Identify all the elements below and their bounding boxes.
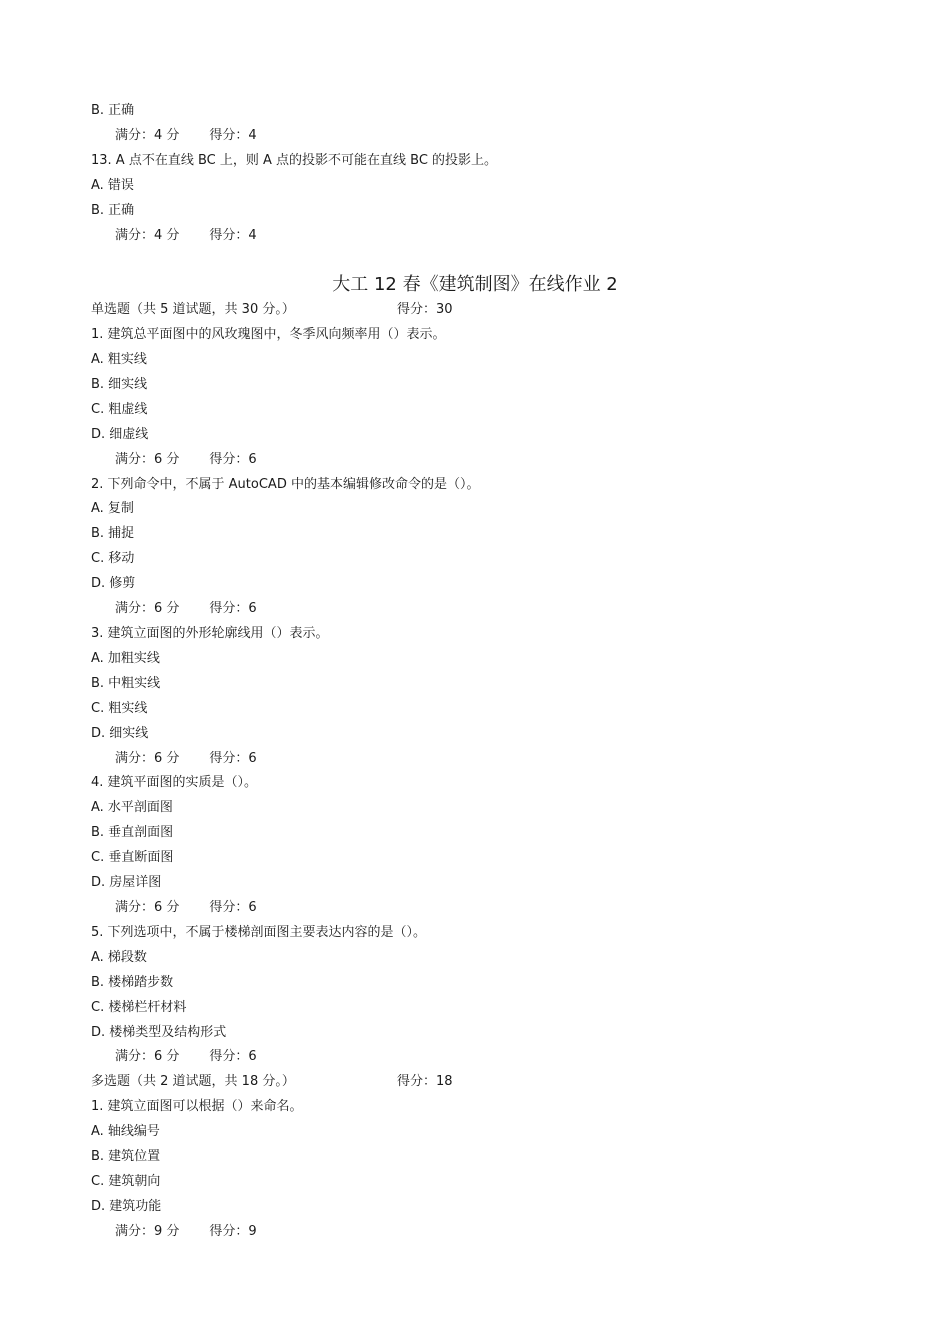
section-label: 单选题（共 5 道试题，共 30 分。） (91, 302, 295, 317)
question-text: 5. 下列选项中，不属于楼梯剖面图主要表达内容的是（）。 (91, 925, 427, 940)
option-c: C. 垂直断面图 (91, 850, 174, 865)
option-c: C. 建筑朝向 (91, 1174, 161, 1189)
score-line (115, 1048, 257, 1066)
obtained-score: 得分：9 (209, 1224, 257, 1239)
option-d: D. 修剪 (91, 576, 136, 591)
option-c: C. 粗虚线 (91, 402, 148, 417)
question-text: 1. 建筑立面图可以根据（）来命名。 (91, 1099, 303, 1114)
obtained-score: 得分：6 (209, 452, 257, 467)
full-score: 满分：6 分 (115, 452, 180, 467)
score-line (115, 600, 257, 618)
multi-choice-header (91, 1073, 491, 1091)
option-b: B. 建筑位置 (91, 1149, 161, 1164)
score-line (115, 899, 257, 917)
section-score: 得分：30 (397, 302, 453, 317)
section-label: 多选题（共 2 道试题，共 18 分。） (91, 1074, 295, 1089)
score-line (115, 1223, 257, 1241)
option-a: A. 水平剖面图 (91, 800, 173, 815)
obtained-score: 得分：4 (209, 228, 257, 243)
full-score: 满分：6 分 (115, 751, 180, 766)
option-a: A. 错误 (91, 178, 134, 193)
full-score: 满分：6 分 (115, 601, 180, 616)
obtained-score: 得分：6 (209, 900, 257, 915)
option-b: B. 中粗实线 (91, 676, 161, 691)
full-score: 满分：4 分 (115, 128, 180, 143)
option-a: A. 加粗实线 (91, 651, 160, 666)
obtained-score: 得分：6 (209, 601, 257, 616)
option-c: C. 移动 (91, 551, 135, 566)
option-d: D. 细虚线 (91, 427, 149, 442)
full-score: 满分：4 分 (115, 228, 180, 243)
obtained-score: 得分：6 (209, 1049, 257, 1064)
option-b: B. 垂直剖面图 (91, 825, 174, 840)
option-d: D. 房屋详图 (91, 875, 162, 890)
option-a: A. 轴线编号 (91, 1124, 160, 1139)
option-d: D. 建筑功能 (91, 1199, 162, 1214)
option-d: D. 细实线 (91, 726, 149, 741)
document-title: 大工 12 春《建筑制图》在线作业 2 (332, 274, 618, 295)
score-line (115, 227, 257, 245)
option-d: D. 楼梯类型及结构形式 (91, 1025, 227, 1040)
full-score: 满分：6 分 (115, 900, 180, 915)
option-a: A. 梯段数 (91, 950, 147, 965)
option-c: C. 楼梯栏杆材料 (91, 1000, 187, 1015)
single-choice-header (91, 301, 491, 319)
option-b: B. 楼梯踏步数 (91, 975, 174, 990)
score-line (115, 750, 257, 768)
option-c: C. 粗实线 (91, 701, 148, 716)
question-text: 1. 建筑总平面图中的风玫瑰图中，冬季风向频率用（）表示。 (91, 327, 446, 342)
option-b: B. 捕捉 (91, 526, 135, 541)
question-text: 4. 建筑平面图的实质是（）。 (91, 775, 258, 790)
option-a: A. 粗实线 (91, 352, 147, 367)
question-text: 2. 下列命令中，不属于 AutoCAD 中的基本编辑修改命令的是（）。 (91, 477, 480, 492)
option-b: B. 细实线 (91, 377, 148, 392)
option-b: B. 正确 (91, 203, 135, 218)
option-a: A. 复制 (91, 501, 134, 516)
option-b: B. 正确 (91, 103, 135, 118)
score-line (115, 451, 257, 469)
obtained-score: 得分：4 (209, 128, 257, 143)
full-score: 满分：6 分 (115, 1049, 180, 1064)
question-text: 3. 建筑立面图的外形轮廓线用（）表示。 (91, 626, 329, 641)
score-line (115, 127, 257, 145)
obtained-score: 得分：6 (209, 751, 257, 766)
section-score: 得分：18 (397, 1074, 453, 1089)
question-13: 13. A 点不在直线 BC 上，则 A 点的投影不可能在直线 BC 的投影上。 (91, 153, 498, 168)
full-score: 满分：9 分 (115, 1224, 180, 1239)
